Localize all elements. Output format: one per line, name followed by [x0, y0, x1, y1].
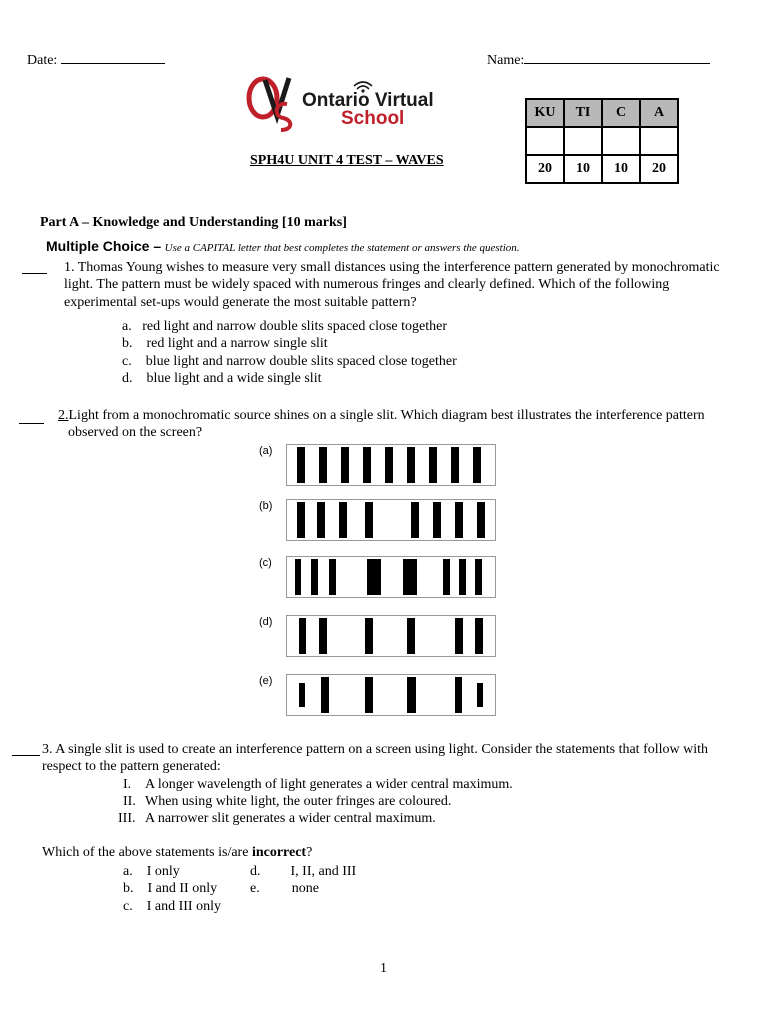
fringe-bar — [433, 502, 441, 538]
fringe-bar — [407, 618, 415, 654]
name-field — [487, 53, 710, 69]
fringe-pattern — [286, 674, 496, 716]
statement-text: When using white light, the outer fringes are coloured. — [145, 794, 452, 809]
fringe-bar — [319, 618, 327, 654]
logo-line1: Ontario Virtual — [302, 90, 434, 111]
option-letter: e. — [250, 881, 260, 896]
fringe-bar — [365, 502, 373, 538]
fringe-bar — [319, 447, 327, 483]
q1-number: 1. — [64, 260, 75, 275]
option-letter: b. — [123, 881, 134, 896]
statement-num: I. — [123, 777, 132, 792]
fringe-bar — [473, 447, 481, 483]
fringe-bar — [365, 677, 373, 713]
mc-instruction: Use a CAPITAL letter that best completes the statement or answers the question. — [164, 242, 520, 254]
fringe-pattern — [286, 556, 496, 598]
name-blank[interactable] — [524, 63, 710, 64]
option-text: blue light and a wide single slit — [146, 371, 322, 386]
q1-option-c — [122, 353, 457, 371]
fringe-bar — [455, 502, 463, 538]
fringe-bar — [455, 618, 463, 654]
option-letter: d. — [250, 864, 261, 879]
q1-stem — [64, 259, 724, 276]
page-title: SPH4U UNIT 4 TEST – WAVES — [250, 153, 444, 168]
marks-header-c: C — [602, 99, 640, 127]
fringe-bar — [363, 447, 371, 483]
fringe-pattern — [286, 499, 496, 541]
fringe-bar — [297, 502, 305, 538]
fringe-bar — [403, 559, 417, 595]
fringe-bar — [411, 502, 419, 538]
fringe-bar — [475, 559, 482, 595]
total-a: 20 — [640, 155, 678, 183]
fringe-bar — [477, 502, 485, 538]
q2-number: 2. — [58, 408, 69, 423]
option-text: red light and a narrow single slit — [146, 336, 328, 351]
option-text: blue light and narrow double slits spaced close together — [145, 354, 457, 369]
pattern-label: (c) — [259, 557, 272, 569]
q3-option-e — [250, 880, 319, 898]
fringe-bar — [295, 559, 301, 595]
q3-line: A single slit is used to create an interference pattern on a screen using light. Consider the statements that follow with — [55, 742, 709, 757]
option-text: I and II only — [147, 881, 218, 896]
score-cell-ku[interactable] — [526, 127, 564, 155]
q3-option-c — [123, 898, 221, 916]
fringe-bar — [311, 559, 318, 595]
pattern-label: (b) — [259, 500, 273, 512]
marks-table — [525, 98, 679, 184]
option-letter: c. — [123, 899, 133, 914]
date-label: Date: — [27, 53, 58, 68]
pattern-label: (d) — [259, 616, 273, 628]
q3-statement — [123, 776, 513, 794]
option-letter: a. — [122, 319, 132, 334]
option-text: red light and narrow double slits spaced close together — [142, 319, 448, 334]
total-ti: 10 — [564, 155, 602, 183]
q3-line: respect to the pattern generated: — [42, 759, 221, 774]
q2-stem — [58, 407, 705, 424]
fringe-bar — [299, 683, 305, 707]
date-field — [27, 53, 165, 69]
q3-question — [42, 845, 312, 861]
school-logo — [245, 72, 455, 132]
mc-header — [46, 238, 520, 256]
date-blank[interactable] — [61, 63, 165, 64]
option-text: I only — [146, 864, 180, 879]
fringe-bar — [297, 447, 305, 483]
score-cell-a[interactable] — [640, 127, 678, 155]
q3-stem — [42, 741, 708, 758]
fringe-bar — [317, 502, 325, 538]
fringe-bar — [477, 683, 483, 707]
question-bold: incorrect — [251, 845, 307, 860]
option-text: none — [291, 881, 319, 896]
q3-option-a — [123, 863, 180, 881]
q1-line: Thomas Young wishes to measure very small distances using the interference pattern generated by monochromatic — [77, 260, 720, 275]
q1-option-a — [122, 318, 447, 336]
q1-option-d — [122, 370, 321, 388]
marks-total-row — [526, 155, 678, 183]
fringe-bar — [455, 677, 462, 713]
fringe-bar — [407, 447, 415, 483]
q2-answer-blank[interactable] — [19, 407, 44, 424]
mc-title: Multiple Choice – — [46, 238, 162, 254]
logo-line2: School — [341, 108, 405, 129]
q1-answer-blank[interactable] — [22, 259, 47, 274]
question-prefix: Which of the above statements is/are — [42, 845, 252, 860]
fringe-bar — [459, 559, 466, 595]
total-ku: 20 — [526, 155, 564, 183]
option-letter: d. — [122, 371, 133, 386]
q1-line: experimental set-ups would generate the most suitable pattern? — [64, 295, 417, 310]
statement-num: III. — [118, 811, 136, 826]
name-label: Name: — [487, 53, 525, 68]
marks-header-ti: TI — [564, 99, 602, 127]
ovs-emblem-icon — [245, 72, 307, 132]
fringe-bar — [443, 559, 450, 595]
option-letter: b. — [122, 336, 133, 351]
page-number: 1 — [380, 961, 387, 976]
fringe-bar — [329, 559, 336, 595]
part-a-heading: Part A – Knowledge and Understanding [10 marks] — [40, 215, 347, 230]
fringe-bar — [339, 502, 347, 538]
statement-text: A longer wavelength of light generates a wider central maximum. — [145, 777, 513, 792]
q3-statement — [123, 793, 451, 811]
fringe-pattern — [286, 615, 496, 657]
q3-statement — [118, 810, 436, 828]
q3-answer-blank[interactable] — [12, 741, 40, 756]
q2-line: Light from a monochromatic source shines on a single slit. Which diagram best illustrates the interference pattern — [68, 408, 705, 423]
score-cell-c[interactable] — [602, 127, 640, 155]
marks-header-ku: KU — [526, 99, 564, 127]
option-letter: c. — [122, 354, 132, 369]
total-c: 10 — [602, 155, 640, 183]
pattern-label: (e) — [259, 675, 273, 687]
fringe-bar — [429, 447, 437, 483]
score-cell-ti[interactable] — [564, 127, 602, 155]
option-text: I and III only — [146, 899, 221, 914]
q3-number: 3. — [42, 742, 53, 757]
fringe-bar — [321, 677, 329, 713]
fringe-bar — [299, 618, 306, 654]
fringe-bar — [385, 447, 393, 483]
statement-text: A narrower slit generates a wider central maximum. — [145, 811, 436, 826]
q1-option-b — [122, 335, 328, 353]
option-letter: a. — [123, 864, 133, 879]
q3-option-b — [123, 880, 217, 898]
pattern-label: (a) — [259, 445, 273, 457]
q3-option-d — [250, 863, 356, 881]
fringe-bar — [341, 447, 349, 483]
fringe-bar — [365, 618, 373, 654]
fringe-bar — [367, 559, 381, 595]
q1-line: light. The pattern must be widely spaced with numerous fringes and clearly defined. Which of the following — [64, 277, 670, 292]
option-text: I, II, and III — [290, 864, 357, 879]
fringe-bar — [407, 677, 416, 713]
fringe-bar — [451, 447, 459, 483]
question-suffix: ? — [306, 845, 313, 860]
q2-line: observed on the screen? — [68, 425, 203, 440]
marks-header-a: A — [640, 99, 678, 127]
marks-score-row — [526, 127, 678, 155]
fringe-bar — [475, 618, 483, 654]
fringe-pattern — [286, 444, 496, 486]
statement-num: II. — [123, 794, 136, 809]
marks-header-row — [526, 99, 678, 127]
